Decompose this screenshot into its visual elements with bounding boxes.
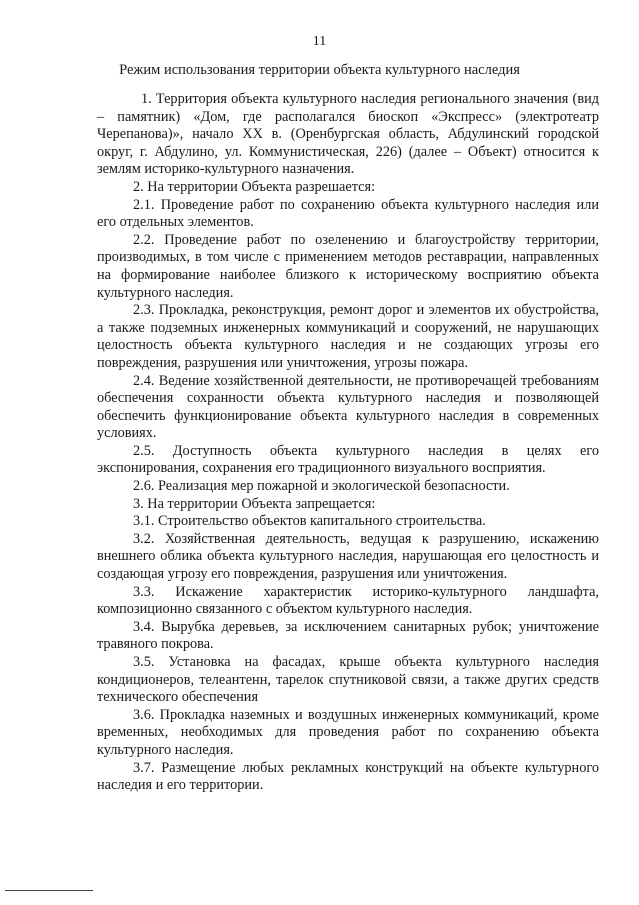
page-number: 11 <box>312 34 327 49</box>
document-title: Режим использования территории объекта культурного наследия <box>119 62 520 78</box>
document-body <box>97 91 599 795</box>
paragraph-3: 3. На территории Объекта запрещается: <box>133 495 376 512</box>
paragraph-2-4: 2.4. Ведение хозяйственной деятельности, не противоречащей требованиям обеспечения сохранности объекта культурного наследия и позволяющей обеспечить функционирование объекта культурного наследия в современных условиях. <box>97 372 599 442</box>
paragraph-3-6: 3.6. Прокладка наземных и воздушных инженерных коммуникаций, кроме временных, необходимых для проведения работ по сохранению объекта культурного наследия. <box>97 706 599 758</box>
paragraph-3-1: 3.1. Строительство объектов капитального строительства. <box>133 513 486 530</box>
paragraph-3-4: 3.4. Вырубка деревьев, за исключением санитарных рубок; уничтожение травяного покрова. <box>97 618 599 653</box>
paragraph-2-6: 2.6. Реализация мер пожарной и экологической безопасности. <box>133 478 510 495</box>
paragraph-2-5: 2.5. Доступность объекта культурного наследия в целях его экспонирования, сохранения его традиционного визуального восприятия. <box>97 442 599 477</box>
paragraph-2-2: 2.2. Проведение работ по озеленению и благоустройству территории, производимых, в том числе с применением методов реставрации, направленных на формирование наиболее близкого к историческому восприятию объекта культурного наследия. <box>97 231 599 301</box>
paragraph-2-3: 2.3. Прокладка, реконструкция, ремонт дорог и элементов их обустройства, а также подземных инженерных коммуникаций и сооружений, не нарушающих целостность объекта культурного наследия и не создающих угрозы его повреждения, разрушения или уничтожения, угрозы пожара. <box>97 302 599 371</box>
paragraph-3-7: 3.7. Размещение любых рекламных конструкций на объекте культурного наследия и его территории. <box>97 759 599 794</box>
footnote-separator <box>5 890 93 891</box>
paragraph-3-3: 3.3. Искажение характеристик историко-культурного ландшафта, композиционно связанного с объектом культурного наследия. <box>97 583 599 618</box>
paragraph-3-2: 3.2. Хозяйственная деятельность, ведущая к разрушению, искажению внешнего облика объекта культурного наследия, нарушающая его целостность и создающая угрозу его повреждения, разрушения или уничтожения. <box>97 530 599 583</box>
paragraph-1: 1. Территория объекта культурного наследия регионального значения (вид – памятник) «Дом, где располагался биоскоп «Экспресс» (электротеатр Черепанова)», начало XX в. (Оренбургская область, Абдулинский городской округ, г. Абдулино, ул. Коммунистическая, 226) (далее – Объект) относится к землям историко-культурного назначения. <box>97 91 599 178</box>
paragraph-2-1: 2.1. Проведение работ по сохранению объекта культурного наследия или его отдельных элементов. <box>97 196 599 231</box>
paragraph-3-5: 3.5. Установка на фасадах, крыше объекта культурного наследия кондиционеров, телеантенн, тарелок спутниковой связи, а также других средств технического обеспечения <box>97 654 599 706</box>
paragraph-2: 2. На территории Объекта разрешается: <box>133 178 376 195</box>
